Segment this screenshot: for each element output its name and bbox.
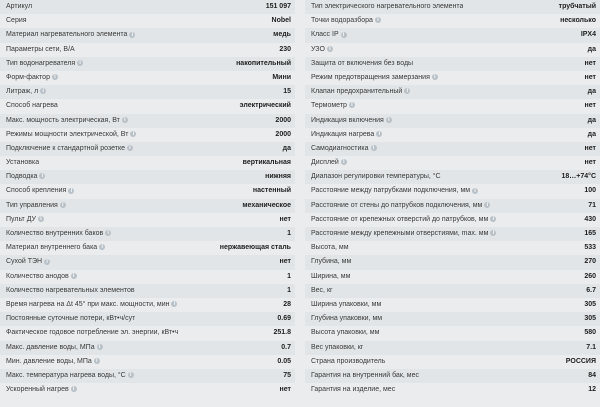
spec-label (6, 284, 135, 298)
spec-label-text: Подводка (6, 173, 38, 181)
spec-row (0, 99, 295, 113)
spec-label-text: Клапан предохранительный (311, 88, 403, 96)
spec-value: нержавеющая сталь (219, 244, 291, 252)
spec-label (311, 0, 463, 14)
spec-row (305, 184, 600, 198)
info-icon[interactable]: i (432, 74, 438, 80)
spec-label (311, 213, 496, 227)
spec-value: 165 (584, 230, 596, 237)
spec-value: 1 (287, 230, 291, 237)
spec-value: электрический (239, 102, 291, 110)
spec-row (0, 369, 295, 383)
spec-label (311, 170, 441, 184)
spec-value: 580 (584, 329, 596, 337)
spec-label-text: Подключение к стандартной розетке (6, 144, 125, 152)
spec-value: 533 (584, 244, 596, 252)
spec-value: 230 (279, 45, 291, 53)
spec-label (311, 341, 363, 355)
spec-row (0, 28, 295, 42)
info-icon[interactable]: i (44, 259, 50, 265)
spec-row (305, 14, 600, 28)
spec-row (0, 43, 295, 57)
spec-row (0, 284, 295, 298)
spec-label (6, 326, 178, 340)
spec-label-text: Сухой ТЭН (6, 258, 43, 266)
spec-label-text: Количество внутренних баков (6, 230, 104, 237)
spec-label (311, 199, 490, 213)
spec-label (6, 85, 46, 99)
spec-row (305, 369, 600, 383)
spec-label-text: Класс IP (311, 31, 339, 39)
spec-label-text: Тип водонагревателя (6, 59, 76, 67)
spec-label (311, 114, 392, 128)
spec-label-text: Расстояние от крепежных отверстий до патрубков, мм (311, 215, 489, 223)
spec-value: 2000 (275, 116, 291, 124)
spec-label (6, 184, 74, 198)
spec-row (0, 355, 295, 369)
spec-label-text: Высота упаковки, мм (311, 329, 380, 337)
spec-row (305, 227, 600, 241)
spec-label (311, 85, 410, 99)
spec-value: настенный (252, 187, 291, 195)
spec-value: 12 (588, 386, 596, 394)
info-icon[interactable]: i (127, 145, 133, 151)
spec-label-text: Ширина упаковки, мм (311, 300, 382, 308)
info-icon[interactable]: i (39, 173, 45, 179)
spec-row (305, 199, 600, 213)
info-icon[interactable]: i (490, 216, 496, 222)
spec-label-text: Макс. давление воды, МПа (6, 343, 95, 351)
spec-value: нет (584, 144, 596, 152)
info-icon[interactable]: i (128, 372, 134, 378)
spec-value: 28 (283, 300, 291, 308)
spec-row (305, 142, 600, 156)
spec-label (6, 170, 45, 184)
spec-label-text: Пульт ДУ (6, 215, 36, 223)
info-icon[interactable]: i (341, 32, 347, 38)
spec-row (305, 284, 600, 298)
spec-label (311, 383, 395, 397)
spec-value: 260 (584, 272, 596, 280)
spec-value: 84 (588, 371, 596, 379)
spec-label-text: Материал внутреннего бака (6, 244, 98, 252)
spec-row (0, 341, 295, 355)
info-icon[interactable]: i (404, 88, 410, 94)
spec-value: 6.7 (586, 286, 596, 294)
spec-row (0, 156, 295, 170)
spec-value: 251.8 (273, 329, 291, 337)
spec-label (6, 341, 103, 355)
spec-label (6, 355, 100, 369)
info-icon[interactable]: i (472, 188, 478, 194)
spec-value: да (587, 130, 596, 138)
spec-label (311, 99, 355, 113)
spec-value: 151 097 (265, 3, 291, 10)
spec-value: 15 (283, 88, 291, 96)
spec-row (305, 241, 600, 255)
info-icon[interactable]: i (349, 102, 355, 108)
spec-label-text: Материал нагревательного элемента (6, 31, 128, 39)
spec-row (305, 57, 600, 71)
spec-label (6, 114, 128, 128)
spec-row (305, 114, 600, 128)
spec-label-text: Тип электрического нагревательного элемента (311, 3, 464, 10)
spec-label-text: Способ крепления (6, 187, 67, 195)
info-icon[interactable]: i (484, 202, 490, 208)
spec-label (6, 43, 75, 57)
spec-label (311, 227, 496, 241)
spec-row (0, 255, 295, 269)
spec-row (305, 270, 600, 284)
spec-value: нет (584, 59, 596, 67)
spec-label-text: Вес, кг (311, 286, 333, 294)
spec-label-text: Литраж, л (6, 88, 39, 96)
spec-label-text: Расстояние между патрубками подключения, мм (311, 187, 471, 195)
spec-label (311, 241, 349, 255)
spec-label-text: Гарантия на изделие, мес (311, 386, 396, 394)
spec-label-text: Режимы мощности электрической, Вт (6, 130, 129, 138)
spec-label-text: Количество анодов (6, 272, 69, 280)
spec-value: 430 (584, 215, 596, 223)
spec-value: 100 (584, 187, 596, 195)
spec-label (311, 184, 478, 198)
spec-label-text: Артикул (6, 3, 33, 10)
spec-row (305, 312, 600, 326)
spec-value: 1 (287, 272, 291, 280)
info-icon[interactable]: i (376, 131, 382, 137)
info-icon[interactable]: i (97, 344, 103, 350)
spec-row (0, 383, 295, 397)
spec-row (0, 326, 295, 340)
spec-value: РОССИЯ (565, 357, 596, 365)
spec-value: несколько (560, 17, 596, 25)
info-icon[interactable]: i (129, 32, 135, 38)
spec-label-text: Гарантия на внутренний бак, мес (311, 371, 419, 379)
info-icon[interactable]: i (40, 88, 46, 94)
spec-row (0, 184, 295, 198)
spec-label (6, 312, 135, 326)
spec-label (311, 28, 347, 42)
info-icon[interactable]: i (130, 131, 136, 137)
spec-row (305, 0, 600, 14)
spec-label (311, 57, 413, 71)
spec-label-text: УЗО (311, 45, 325, 53)
spec-row (0, 298, 295, 312)
spec-value: вертикальная (242, 159, 291, 167)
spec-label-text: Высота, мм (311, 244, 349, 252)
spec-row (305, 326, 600, 340)
info-icon[interactable]: i (490, 230, 496, 236)
spec-label-text: Защита от включения без воды (311, 59, 414, 67)
info-icon[interactable]: i (52, 74, 58, 80)
spec-row (0, 71, 295, 85)
spec-label-text: Индикация включения (311, 116, 384, 124)
spec-label (6, 14, 27, 28)
spec-label (311, 369, 419, 383)
spec-row (0, 213, 295, 227)
spec-label-text: Расстояние между крепежными отверстиями, max. мм (311, 230, 489, 237)
spec-label-text: Страна производитель (311, 357, 386, 365)
spec-value: Мини (272, 73, 291, 81)
spec-label (6, 213, 44, 227)
spec-value: 270 (584, 258, 596, 266)
spec-label-text: Серия (6, 17, 27, 25)
spec-value: 0.69 (277, 315, 291, 323)
info-icon[interactable]: i (38, 216, 44, 222)
info-icon[interactable]: i (171, 301, 177, 307)
spec-value: 305 (584, 300, 596, 308)
spec-label (6, 255, 50, 269)
spec-label-text: Постоянные суточные потери, кВт•ч/сут (6, 315, 136, 323)
spec-label-text: Способ нагрева (6, 102, 58, 110)
spec-label-text: Время нагрева на Δt 45° при макс. мощности, мин (6, 300, 170, 308)
spec-row (0, 241, 295, 255)
spec-value: 7.1 (586, 343, 596, 351)
spec-value: механическое (242, 201, 291, 209)
spec-label-text: Расстояние от стены до патрубков подключения, мм (311, 201, 483, 209)
spec-label-text: Самодиагностика (311, 144, 369, 152)
spec-row (0, 199, 295, 213)
spec-row (0, 0, 295, 14)
info-icon[interactable]: i (371, 145, 377, 151)
spec-row (305, 71, 600, 85)
spec-label (6, 298, 177, 312)
spec-row (0, 114, 295, 128)
spec-value: нет (584, 102, 596, 110)
spec-label (311, 156, 347, 170)
info-icon[interactable]: i (71, 273, 77, 279)
spec-label (6, 199, 66, 213)
info-icon[interactable]: i (105, 230, 111, 236)
info-icon[interactable]: i (386, 117, 392, 123)
spec-value: 0.7 (281, 343, 291, 351)
spec-label (6, 241, 105, 255)
info-icon[interactable]: i (122, 117, 128, 123)
specs-left-column (0, 0, 295, 397)
spec-label (311, 298, 381, 312)
spec-row (305, 128, 600, 142)
info-icon[interactable]: i (60, 202, 66, 208)
spec-value: 2000 (275, 130, 291, 138)
spec-row (305, 28, 600, 42)
spec-row (305, 255, 600, 269)
spec-label-text: Форм-фактор (6, 73, 50, 81)
spec-label-text: Точки водоразбора (311, 17, 373, 25)
spec-label-text: Глубина упаковки, мм (311, 315, 383, 323)
spec-label (311, 142, 377, 156)
spec-row (0, 312, 295, 326)
spec-value: 305 (584, 315, 596, 323)
spec-label-text: Установка (6, 159, 40, 167)
info-icon[interactable]: i (99, 244, 105, 250)
spec-value: 71 (588, 201, 596, 209)
spec-value: Nobel (271, 17, 291, 25)
spec-label-text: Индикация нагрева (311, 130, 375, 138)
spec-label (6, 270, 77, 284)
spec-label (6, 71, 58, 85)
spec-label (311, 355, 385, 369)
spec-row (0, 128, 295, 142)
spec-value: да (587, 45, 596, 53)
spec-label (6, 156, 39, 170)
spec-value: да (587, 88, 596, 96)
info-icon[interactable]: i (77, 60, 83, 66)
spec-label-text: Макс. мощность электрическая, Вт (6, 116, 120, 124)
spec-label-text: Ширина, мм (311, 272, 351, 280)
spec-row (0, 57, 295, 71)
spec-label (6, 57, 83, 71)
spec-label-text: Количество нагревательных элементов (6, 286, 135, 294)
spec-row (0, 170, 295, 184)
spec-label-text: Макс. температура нагрева воды, °С (6, 371, 126, 379)
spec-value: нет (584, 73, 596, 81)
spec-label (6, 99, 58, 113)
spec-label (311, 312, 382, 326)
spec-value: 75 (283, 371, 291, 379)
spec-value: да (282, 144, 291, 152)
spec-label-text: Дисплей (311, 159, 339, 167)
spec-label-text: Режим предотвращения замерзания (311, 73, 430, 81)
spec-label-text: Вес упаковки, кг (311, 343, 364, 351)
spec-value: нет (584, 159, 596, 167)
spec-label (6, 128, 136, 142)
spec-row (0, 14, 295, 28)
spec-label (6, 383, 77, 397)
specs-right-column (305, 0, 600, 397)
spec-value: медь (273, 31, 291, 39)
spec-value: нет (279, 258, 291, 266)
spec-label (6, 227, 111, 241)
spec-label-text: Ускоренный нагрев (6, 386, 69, 394)
spec-label (311, 270, 350, 284)
spec-row (305, 43, 600, 57)
info-icon[interactable]: i (341, 159, 347, 165)
spec-row (305, 85, 600, 99)
spec-value: накопительный (236, 59, 291, 67)
spec-row (305, 213, 600, 227)
spec-row (0, 85, 295, 99)
spec-label-text: Тип управления (6, 201, 58, 209)
spec-row (305, 156, 600, 170)
spec-label-text: Параметры сети, В/А (6, 45, 75, 53)
spec-row (305, 298, 600, 312)
spec-label (311, 128, 382, 142)
spec-label (6, 0, 32, 14)
spec-value: 0.05 (277, 357, 291, 365)
spec-row (0, 270, 295, 284)
info-icon[interactable]: i (327, 46, 333, 52)
info-icon[interactable]: i (375, 17, 381, 23)
spec-label (6, 369, 134, 383)
spec-value: нет (279, 215, 291, 223)
spec-label (311, 284, 333, 298)
spec-label-text: Фактическое годовое потребление эл. энергии, кВт•ч (6, 329, 179, 337)
spec-label (311, 71, 438, 85)
spec-row (305, 355, 600, 369)
spec-row (305, 383, 600, 397)
spec-row (305, 341, 600, 355)
spec-row (305, 99, 600, 113)
spec-value: нет (279, 386, 291, 394)
spec-value: да (587, 116, 596, 124)
spec-row (305, 170, 600, 184)
spec-value: трубчатый (558, 3, 596, 10)
spec-value: IPX4 (580, 31, 596, 39)
info-icon[interactable]: i (68, 188, 74, 194)
spec-label (311, 326, 379, 340)
spec-label-text: Глубина, мм (311, 258, 352, 266)
info-icon[interactable]: i (71, 386, 77, 392)
spec-label-text: Мин. давление воды, МПа (6, 357, 92, 365)
spec-label-text: Диапазон регулировки температуры, °С (311, 173, 441, 181)
spec-label (311, 43, 333, 57)
spec-label (311, 14, 381, 28)
spec-value: 1 (287, 286, 291, 294)
spec-label-text: Термометр (311, 102, 347, 110)
spec-row (0, 142, 295, 156)
spec-label (6, 142, 133, 156)
spec-value: 18…+74°С (561, 173, 596, 181)
spec-row (0, 227, 295, 241)
info-icon[interactable]: i (94, 358, 100, 364)
spec-label (6, 28, 135, 42)
spec-label (311, 255, 351, 269)
spec-value: нижняя (265, 173, 291, 181)
